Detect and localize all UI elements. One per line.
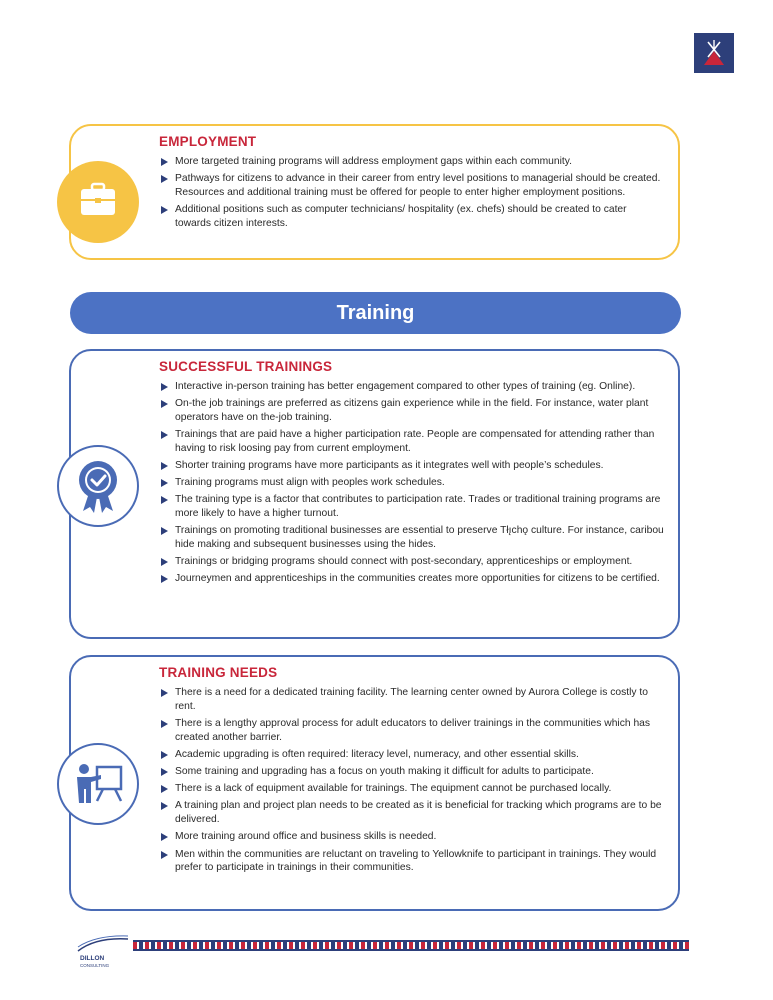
list-item: Interactive in-person training has better engagement compared to other types of training (eg. Online). [159,380,664,394]
list-item: On-the job trainings are preferred as citizens gain experience while in the field. For instance, water plant operators have on the-job training. [159,397,664,424]
tlicho-logo-icon [694,33,734,73]
list-item: Academic upgrading is often required: literacy level, numeracy, and other essential skills. [159,748,664,762]
list-item: The training type is a factor that contributes to participation rate. Trades or traditional training programs are more likely to have a higher turnout. [159,493,664,520]
list-item: Some training and upgrading has a focus on youth making it difficult for adults to participate. [159,765,664,779]
training-needs-card [69,655,680,911]
list-item: There is a need for a dedicated training facility. The learning center owned by Aurora College is costly to rent. [159,686,664,713]
training-needs-list [159,686,664,878]
list-item: There is a lengthy approval process for adult educators to deliver trainings in the communities which has created another barrier. [159,717,664,744]
employment-heading: EMPLOYMENT [159,134,257,149]
list-item: A training plan and project plan needs to be created as it is beneficial for tracking which programs are to be delivered. [159,799,664,826]
employment-list [159,155,664,234]
dillon-logo-subtext: CONSULTING [80,963,110,968]
list-item: Training programs must align with peoples work schedules. [159,476,664,490]
list-item: Trainings that are paid have a higher participation rate. People are compensated for attending rather than having to risk loosing pay from current employment. [159,428,664,455]
presenter-board-icon [57,743,139,825]
training-needs-heading: TRAINING NEEDS [159,665,278,680]
list-item: Pathways for citizens to advance in their career from entry level positions to managerial should be created. Resources and additional training must be offered for people to enter higher employment positions. [159,172,664,199]
list-item: More targeted training programs will address employment gaps within each community. [159,155,664,169]
briefcase-icon [57,161,139,243]
list-item: Additional positions such as computer technicians/ hospitality (ex. chefs) should be created to cater towards citizen interests. [159,203,664,230]
section-title: Training [336,301,415,324]
list-item: Trainings on promoting traditional businesses are essential to preserve Tłı̨chǫ culture. For instance, caribou hide making and subsequent businesses using the hides. [159,524,664,551]
dillon-logo-text: DILLON [80,955,105,962]
successful-trainings-card [69,349,680,639]
award-badge-icon [57,445,139,527]
successful-trainings-heading: SUCCESSFUL TRAININGS [159,359,333,374]
training-section-banner [70,292,681,334]
list-item: Trainings or bridging programs should connect with post-secondary, apprenticeships or employment. [159,555,664,569]
successful-trainings-list [159,380,664,590]
list-item: More training around office and business skills is needed. [159,830,664,844]
list-item: There is a lack of equipment available for trainings. The equipment cannot be purchased locally. [159,782,664,796]
list-item: Journeymen and apprenticeships in the communities creates more opportunities for citizens to be certified. [159,572,664,586]
employment-card [69,124,680,260]
dillon-logo [76,933,132,973]
beadwork-border [133,940,689,951]
list-item: Shorter training programs have more participants as it integrates well with people’s schedules. [159,459,664,473]
list-item: Men within the communities are reluctant on traveling to Yellowknife to participant in trainings. They would prefer to participate in trainings in their communities. [159,848,664,875]
